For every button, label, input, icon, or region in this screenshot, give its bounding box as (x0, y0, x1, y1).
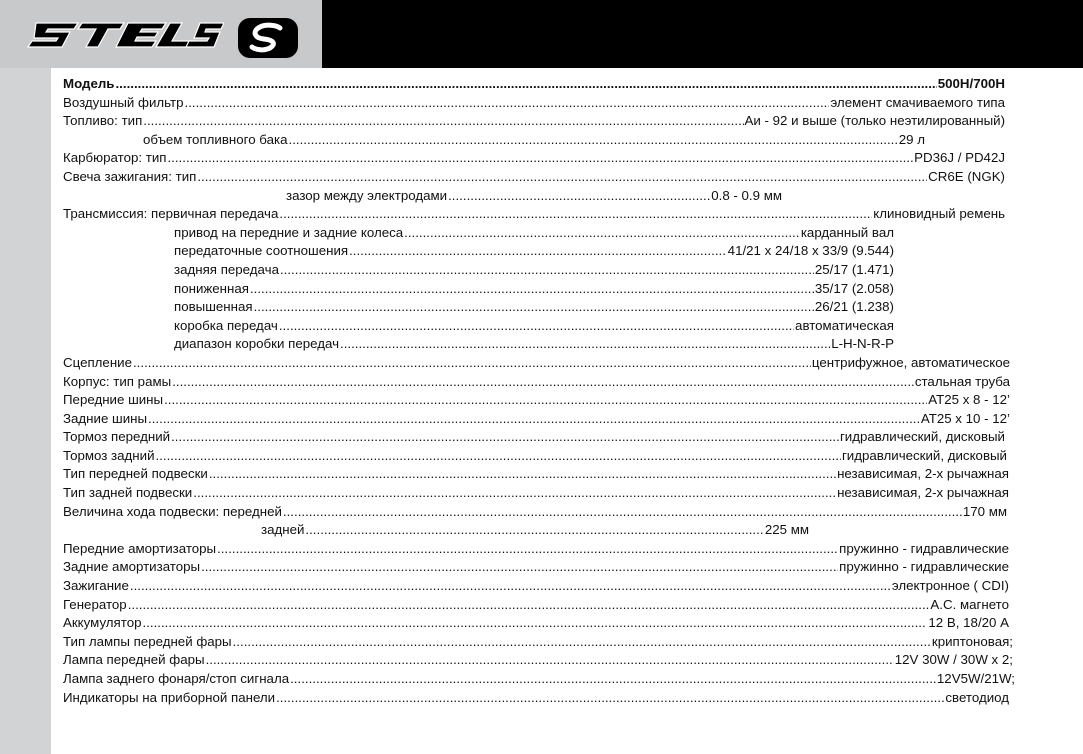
spec-value: 0.8 - 0.9 мм (711, 187, 782, 203)
spec-value: электронное ( CDI) (891, 578, 1009, 594)
spec-value: автоматическая (795, 317, 894, 333)
spec-value: A.C. магнето (930, 596, 1009, 612)
stels-wordmark (26, 15, 224, 53)
dot-leader (280, 262, 814, 277)
spec-label: Передние шины (63, 392, 164, 408)
spec-label: Модель (63, 76, 115, 91)
dot-leader (279, 206, 872, 221)
spec-value: 12V 30W / 30W x 2; (894, 652, 1013, 668)
spec-value: AT25 x 8 - 12’ (928, 392, 1010, 408)
dot-leader (148, 411, 920, 426)
spec-list (63, 76, 1023, 708)
spec-row (63, 206, 1005, 225)
stels-s-emblem (236, 16, 300, 60)
spec-label: пониженная (174, 280, 249, 296)
dot-leader (290, 671, 936, 686)
spec-value: L-H-N-R-P (831, 336, 894, 352)
spec-value: PD36J / PD42J (914, 150, 1005, 166)
dot-leader (276, 690, 944, 705)
spec-value: 29 л (898, 131, 925, 147)
dot-leader (193, 485, 836, 500)
spec-value: независимая, 2-х рычажная (837, 485, 1009, 501)
spec-label: Тормоз задний (63, 447, 155, 463)
spec-label: Зажигание (63, 578, 129, 594)
spec-row (63, 634, 1013, 653)
dot-leader (201, 559, 838, 574)
spec-row (63, 615, 1009, 634)
spec-row (63, 262, 894, 281)
spec-row (63, 448, 1007, 467)
spec-value: элемент смачиваемого типа (830, 94, 1005, 110)
spec-value: центрифужное, автоматическое (811, 354, 1010, 370)
spec-row (63, 95, 1005, 114)
spec-label: Задние шины (63, 410, 148, 426)
spec-row (63, 281, 894, 300)
spec-value: 170 мм (962, 503, 1007, 519)
dot-leader (133, 355, 811, 370)
spec-value: карданный вал (800, 224, 894, 240)
spec-label: Величина хода подвески: передней (63, 503, 282, 519)
spec-value: гидравлический, дисковый (839, 429, 1005, 445)
dot-leader (143, 615, 928, 630)
dot-leader (250, 281, 814, 296)
spec-label: задняя передача (174, 261, 279, 277)
spec-label: Тормоз передний (63, 429, 171, 445)
dot-leader (164, 392, 927, 407)
spec-label: Топливо: тип (63, 113, 143, 129)
dot-leader (283, 504, 962, 519)
dot-leader (143, 113, 743, 128)
spec-row (63, 336, 894, 355)
spec-value: 41/21 x 24/18 x 33/9 (9.544) (727, 243, 894, 259)
dot-leader (206, 652, 894, 667)
spec-row (63, 690, 1009, 709)
spec-label: коробка передач (174, 317, 278, 333)
spec-label: объем топливного бака (143, 131, 288, 147)
spec-value: 35/17 (2.058) (814, 280, 894, 296)
dot-leader (115, 76, 936, 91)
dot-leader (404, 225, 800, 240)
spec-row (63, 150, 1005, 169)
dot-leader (340, 336, 830, 351)
spec-label: зазор между электродами (286, 187, 448, 203)
spec-row (63, 504, 1007, 523)
spec-value: 25/17 (1.471) (814, 261, 894, 277)
dot-leader (289, 132, 898, 147)
spec-row (63, 597, 1009, 616)
spec-label: диапазон коробки передач (174, 336, 339, 352)
spec-label: Задние амортизаторы (63, 559, 201, 575)
spec-row (63, 652, 1013, 671)
spec-value: независимая, 2-х рычажная (837, 466, 1009, 482)
spec-label: Лампа передней фары (63, 652, 205, 668)
dot-leader (128, 597, 930, 612)
spec-row (63, 429, 1005, 448)
spec-value: клиновидный ремень (873, 206, 1005, 222)
spec-value: CR6E (NGK) (928, 168, 1005, 184)
dot-leader (279, 318, 794, 333)
spec-row (63, 466, 1009, 485)
spec-label: Индикаторы на приборной панели (63, 689, 276, 705)
spec-value: 500H/700H (937, 76, 1005, 91)
spec-label: Генератор (63, 596, 127, 612)
spec-value: AT25 x 10 - 12’ (920, 410, 1010, 426)
dot-leader (305, 522, 763, 537)
spec-row (63, 225, 894, 244)
spec-row (63, 188, 782, 207)
spec-label: Карбюратор: тип (63, 150, 167, 166)
spec-value: 225 мм (764, 522, 809, 538)
dot-leader (448, 188, 710, 203)
spec-row (63, 299, 894, 318)
spec-row (63, 318, 894, 337)
spec-label: Аккумулятор (63, 615, 142, 631)
dot-leader (217, 541, 838, 556)
spec-label: Тип задней подвески (63, 485, 193, 501)
spec-row (63, 541, 1009, 560)
dot-leader (209, 466, 836, 481)
spec-row (63, 559, 1009, 578)
dot-leader (130, 578, 891, 593)
spec-label: Лампа заднего фонаря/стоп сигнала (63, 671, 290, 686)
dot-leader (171, 429, 839, 444)
spec-row (63, 243, 894, 262)
dot-leader (185, 95, 830, 110)
spec-label: Трансмиссия: первичная передача (63, 206, 279, 222)
spec-row (63, 578, 1009, 597)
left-sidebar-band (0, 0, 51, 754)
spec-row (63, 374, 1010, 393)
spec-row (63, 671, 1015, 690)
dot-leader (172, 374, 914, 389)
spec-label: Корпус: тип рамы (63, 373, 172, 389)
spec-label: Свеча зажигания: тип (63, 168, 197, 184)
dot-leader (197, 169, 927, 184)
spec-value: стальная труба (914, 373, 1010, 389)
spec-value: светодиод (945, 689, 1009, 705)
spec-label: повышенная (174, 299, 253, 315)
spec-row (63, 76, 1005, 95)
spec-value: Аи - 92 и выше (только неэтилированный) (744, 113, 1005, 129)
spec-value: пружинно - гидравлические (839, 559, 1009, 575)
spec-row (63, 169, 1005, 188)
spec-label: Тип передней подвески (63, 466, 208, 482)
dot-leader (349, 243, 727, 258)
header-bar (322, 0, 1083, 68)
spec-row (63, 355, 1010, 374)
spec-value: пружинно - гидравлические (839, 540, 1009, 556)
spec-label: Сцепление (63, 354, 132, 370)
spec-label: Тип лампы передней фары (63, 633, 232, 649)
spec-value: 26/21 (1.238) (814, 299, 894, 315)
logo-area (0, 0, 322, 68)
dot-leader (254, 299, 814, 314)
spec-row (63, 132, 925, 151)
dot-leader (233, 634, 931, 649)
dot-leader (167, 150, 913, 165)
spec-value: криптоновая; (931, 633, 1013, 649)
dot-leader (156, 448, 841, 463)
spec-value: 12 В, 18/20 А (928, 615, 1009, 631)
spec-row (63, 411, 1010, 430)
spec-row (63, 485, 1009, 504)
spec-row (63, 113, 1005, 132)
spec-value: 12V5W/21W; (936, 671, 1015, 686)
spec-label: Воздушный фильтр (63, 94, 184, 110)
spec-label: привод на передние и задние колеса (174, 224, 404, 240)
spec-row (63, 392, 1010, 411)
spec-row (63, 522, 809, 541)
spec-label: задней (261, 522, 305, 538)
spec-label: Передние амортизаторы (63, 540, 217, 556)
spec-value: гидравлический, дисковый (841, 447, 1007, 463)
spec-label: передаточные соотношения (174, 243, 349, 259)
